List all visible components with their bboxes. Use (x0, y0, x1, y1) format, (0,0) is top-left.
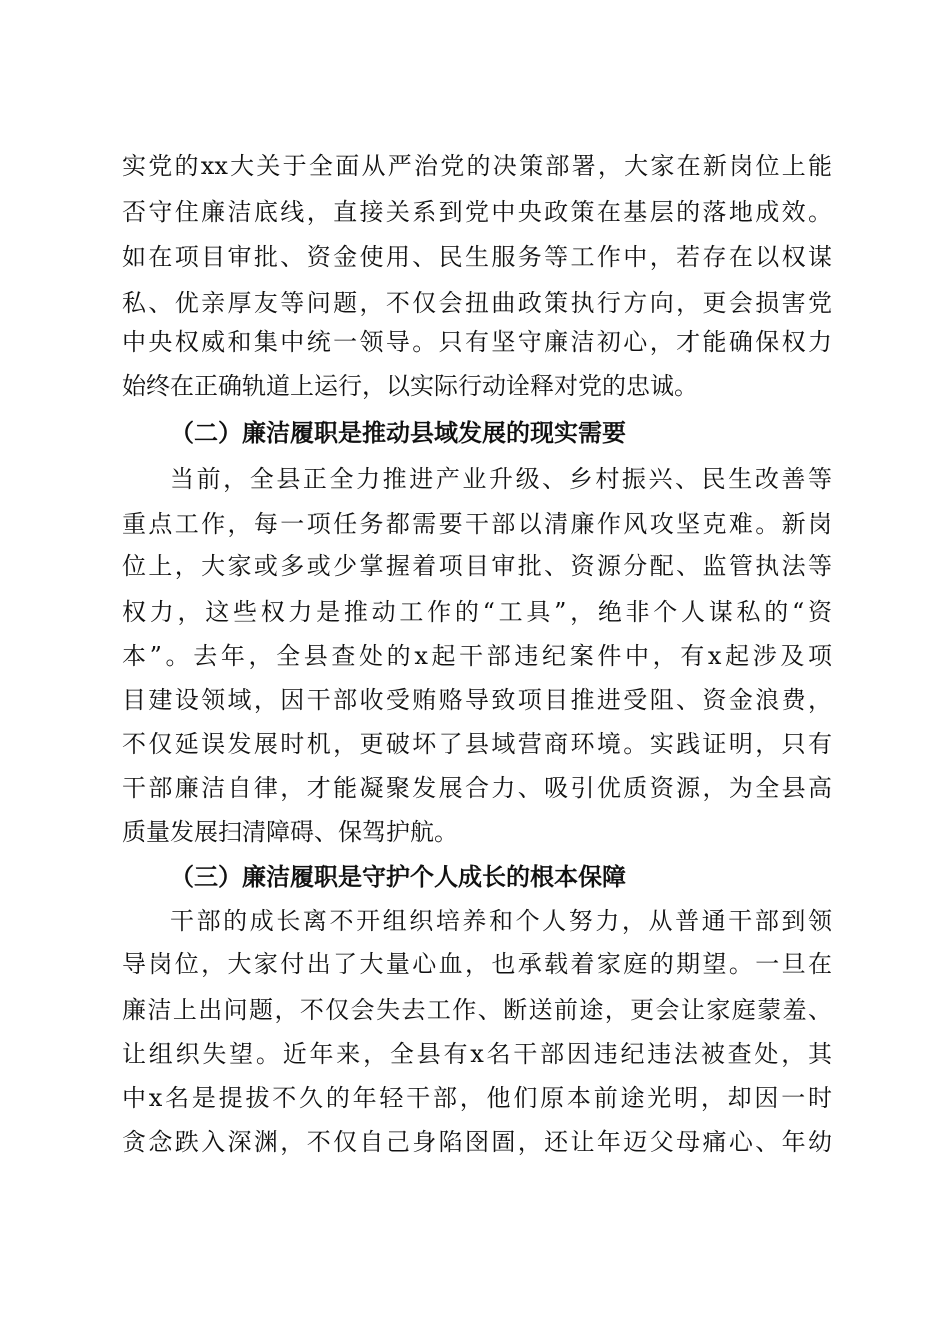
paragraph-line: 贪念跌入深渊，不仅自己身陷囹圄，还让年迈父母痛心、年幼 (122, 1128, 832, 1156)
paragraph-line: 重点工作，每一项任务都需要干部以清廉作风攻坚克难。新岗 (122, 510, 832, 538)
paragraph-line: 权力，这些权力是推动工作的“工具”，绝非个人谋私的“资 (122, 598, 832, 626)
paragraph-line: 干部廉洁自律，才能凝聚发展合力、吸引优质资源，为全县高 (122, 774, 832, 802)
paragraph-line: 中x名是提拔不久的年轻干部，他们原本前途光明，却因一时 (122, 1084, 832, 1112)
paragraph-line: 让组织失望。近年来，全县有x名干部因违纪违法被查处，其 (122, 1040, 832, 1068)
paragraph-line: 当前，全县正全力推进产业升级、乡村振兴、民生改善等 (170, 465, 832, 493)
section-heading-2: （二）廉洁履职是推动县域发展的现实需要 (170, 418, 626, 447)
paragraph-line: 否守住廉洁底线，直接关系到党中央政策在基层的落地成效。 (122, 198, 832, 226)
paragraph-line: 私、优亲厚友等问题，不仅会扭曲政策执行方向，更会损害党 (122, 289, 832, 317)
section-heading-3: （三）廉洁履职是守护个人成长的根本保障 (170, 862, 626, 891)
paragraph-line: 质量发展扫清障碍、保驾护航。 (122, 818, 458, 846)
paragraph-line: 不仅延误发展时机，更破坏了县域营商环境。实践证明，只有 (122, 730, 832, 758)
paragraph-line: 目建设领域，因干部收受贿赂导致项目推进受阻、资金浪费， (122, 686, 832, 714)
paragraph-line: 实党的xx大关于全面从严治党的决策部署，大家在新岗位上能 (122, 152, 832, 180)
paragraph-line: 位上，大家或多或少掌握着项目审批、资源分配、监管执法等 (122, 552, 832, 580)
paragraph-line: 导岗位，大家付出了大量心血，也承载着家庭的期望。一旦在 (122, 950, 832, 978)
paragraph-line: 本”。去年，全县查处的x起干部违纪案件中，有x起涉及项 (122, 642, 832, 670)
paragraph-line: 干部的成长离不开组织培养和个人努力，从普通干部到领 (170, 907, 832, 935)
paragraph-line: 始终在正确轨道上运行，以实际行动诠释对党的忠诚。 (122, 372, 698, 400)
paragraph-line: 如在项目审批、资金使用、民生服务等工作中，若存在以权谋 (122, 243, 832, 271)
paragraph-line: 中央权威和集中统一领导。只有坚守廉洁初心，才能确保权力 (122, 328, 832, 356)
paragraph-line: 廉洁上出问题，不仅会失去工作、断送前途，更会让家庭蒙羞、 (122, 996, 832, 1024)
